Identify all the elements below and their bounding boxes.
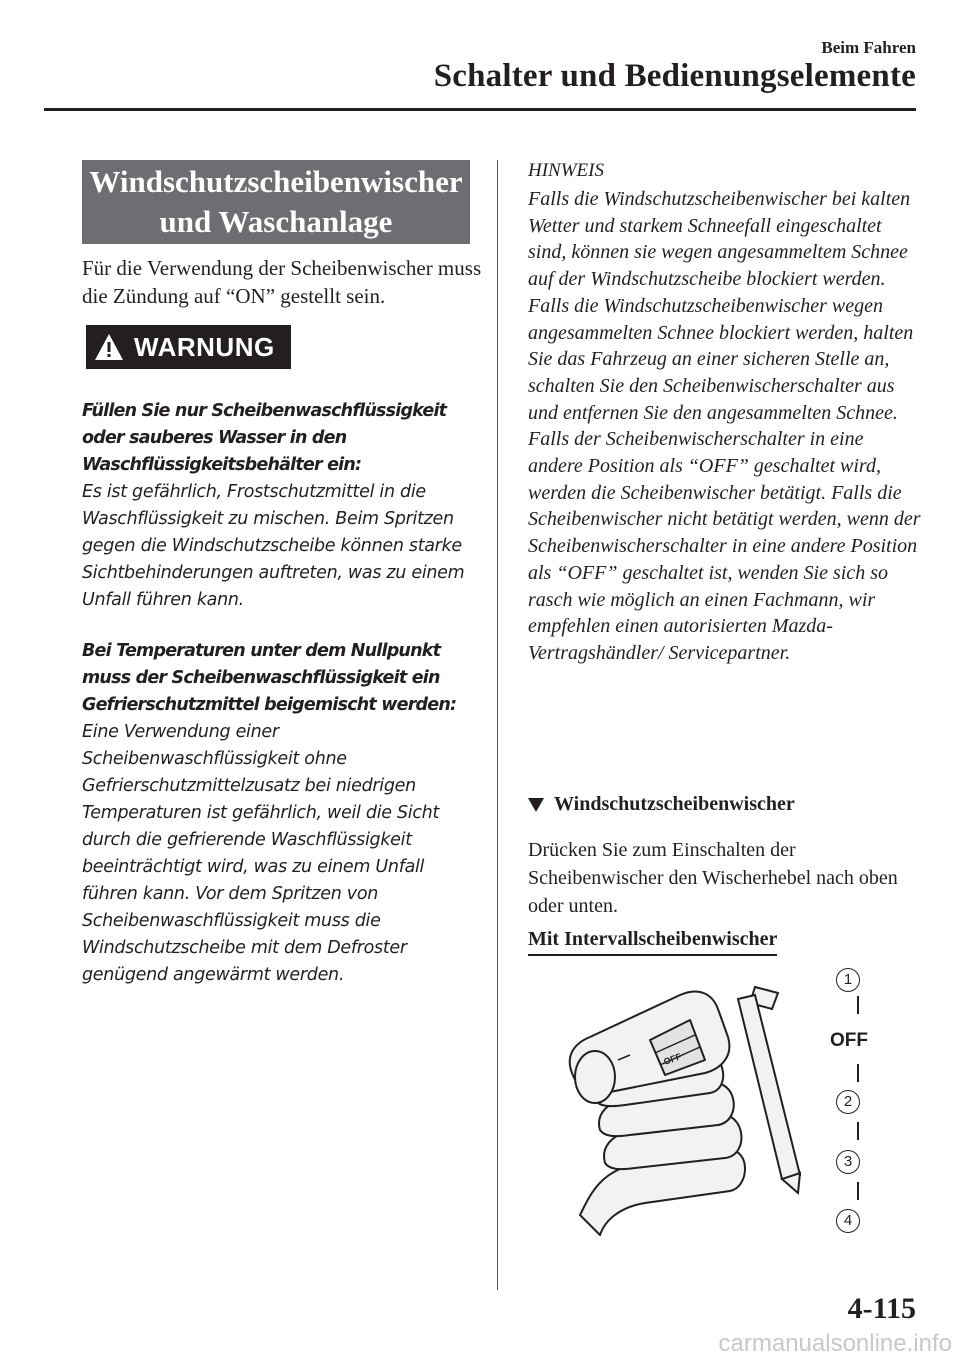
column-divider bbox=[497, 160, 498, 1290]
warning-2-heading: Bei Temperaturen unter dem Nullpunkt muss der Scheibenwaschflüssigkeit ein Gefrierschutzmittel beigemischt werden: bbox=[82, 641, 457, 715]
section-title-line2: und Waschanlage bbox=[159, 204, 393, 239]
note-heading: HINWEIS bbox=[528, 160, 604, 181]
warning-label: WARNUNG bbox=[134, 331, 275, 362]
updown-arrow-icon bbox=[857, 1122, 859, 1140]
wiper-subheading-text: Windschutzscheibenwischer bbox=[554, 793, 795, 815]
running-header-section: Beim Fahren bbox=[821, 38, 916, 57]
position-1-marker bbox=[836, 968, 860, 992]
watermark: carmanualsonline.info bbox=[718, 1330, 952, 1357]
warning-1-heading: Füllen Sie nur Scheibenwaschflüssigkeit oder sauberes Wasser in den Waschflüssigkeitsbehälter ein: bbox=[82, 401, 447, 475]
warning-badge bbox=[86, 325, 291, 369]
header-rule bbox=[44, 108, 916, 111]
updown-arrow-icon bbox=[857, 996, 859, 1014]
wiper-subheading bbox=[528, 793, 795, 816]
wiper-body-text: Drücken Sie zum Einschalten der Scheibenwischer den Wischerhebel nach oben oder unten. bbox=[528, 839, 898, 917]
position-off-label: OFF bbox=[830, 1030, 868, 1051]
page-number: 4-115 bbox=[847, 1292, 916, 1325]
position-2-marker bbox=[836, 1090, 860, 1114]
warning-triangle-icon bbox=[94, 332, 124, 362]
position-3-circle: 3 bbox=[836, 1150, 860, 1174]
position-4-circle: 4 bbox=[836, 1209, 860, 1233]
section-title-box bbox=[82, 160, 470, 244]
running-header-title: Schalter und Bedienungselemente bbox=[433, 58, 916, 94]
intermittent-heading: Mit Intervallscheibenwischer bbox=[528, 928, 777, 956]
warning-block-1 bbox=[82, 398, 482, 614]
note-body: Falls die Windschutzscheibenwischer bei kalten Wetter und starkem Schneefall eingeschaltet sind, können sie wegen angesammeltem Schnee auf der Windschutzscheibe blockiert werden. Falls die Windschutzscheibenwischer wegen angesammelten Schnee blockiert werden, halten Sie das Fahrzeug an einer sicheren Stelle an, schalten Sie den Scheibenwischerschalter aus und entfernen Sie den angesammelten Schnee. Falls der Scheibenwischerschalter in eine andere Position als “OFF” geschaltet wird, werden die Scheibenwischer betätigt. Falls die Scheibenwischer nicht betätigt werden, wenn der Scheibenwischerschalter in eine andere Position als “OFF” geschaltet ist, wenden Sie sich so rasch wie möglich an einen Fachmann, wir empfehlen einen autorisierten Mazda-Vertragshändler/ Servicepartner. bbox=[528, 188, 921, 664]
position-2-circle: 2 bbox=[836, 1090, 860, 1114]
warning-1-body: Es ist gefährlich, Frostschutzmittel in die Waschflüssigkeit zu mischen. Beim Spritzen gegen die Windschutzscheibe können starke Sichtbehinderungen auftreten, was zu einem Unfall führen kann. bbox=[82, 482, 465, 610]
wiper-lever-illustration bbox=[560, 965, 830, 1240]
warning-block-2 bbox=[82, 638, 482, 989]
down-triangle-icon bbox=[528, 798, 544, 812]
position-4-marker bbox=[836, 1209, 860, 1233]
lever-off-label: OFF bbox=[662, 1051, 683, 1067]
updown-arrow-icon bbox=[857, 1064, 859, 1082]
section-title-line1: Windschutzscheibenwischer bbox=[89, 164, 463, 199]
position-off-marker bbox=[830, 1030, 868, 1052]
intro-text: Für die Verwendung der Scheibenwischer muss die Zündung auf “ON” gestellt sein. bbox=[82, 256, 482, 308]
warning-2-body: Eine Verwendung einer Scheibenwaschflüssigkeit ohne Gefrierschutzmittelzusatz bei niedrigen Temperaturen ist gefährlich, weil die Sicht durch die gefrierende Waschflüssigkeit beeinträchtigt wird, was zu einem Unfall führen kann. Vor dem Spritzen von Scheibenwaschflüssigkeit muss die Windschutzscheibe mit dem Defroster genügend angewärmt werden. bbox=[82, 722, 440, 985]
position-3-marker bbox=[836, 1150, 860, 1174]
position-1-circle: 1 bbox=[836, 968, 860, 992]
updown-arrow-icon bbox=[857, 1182, 859, 1200]
